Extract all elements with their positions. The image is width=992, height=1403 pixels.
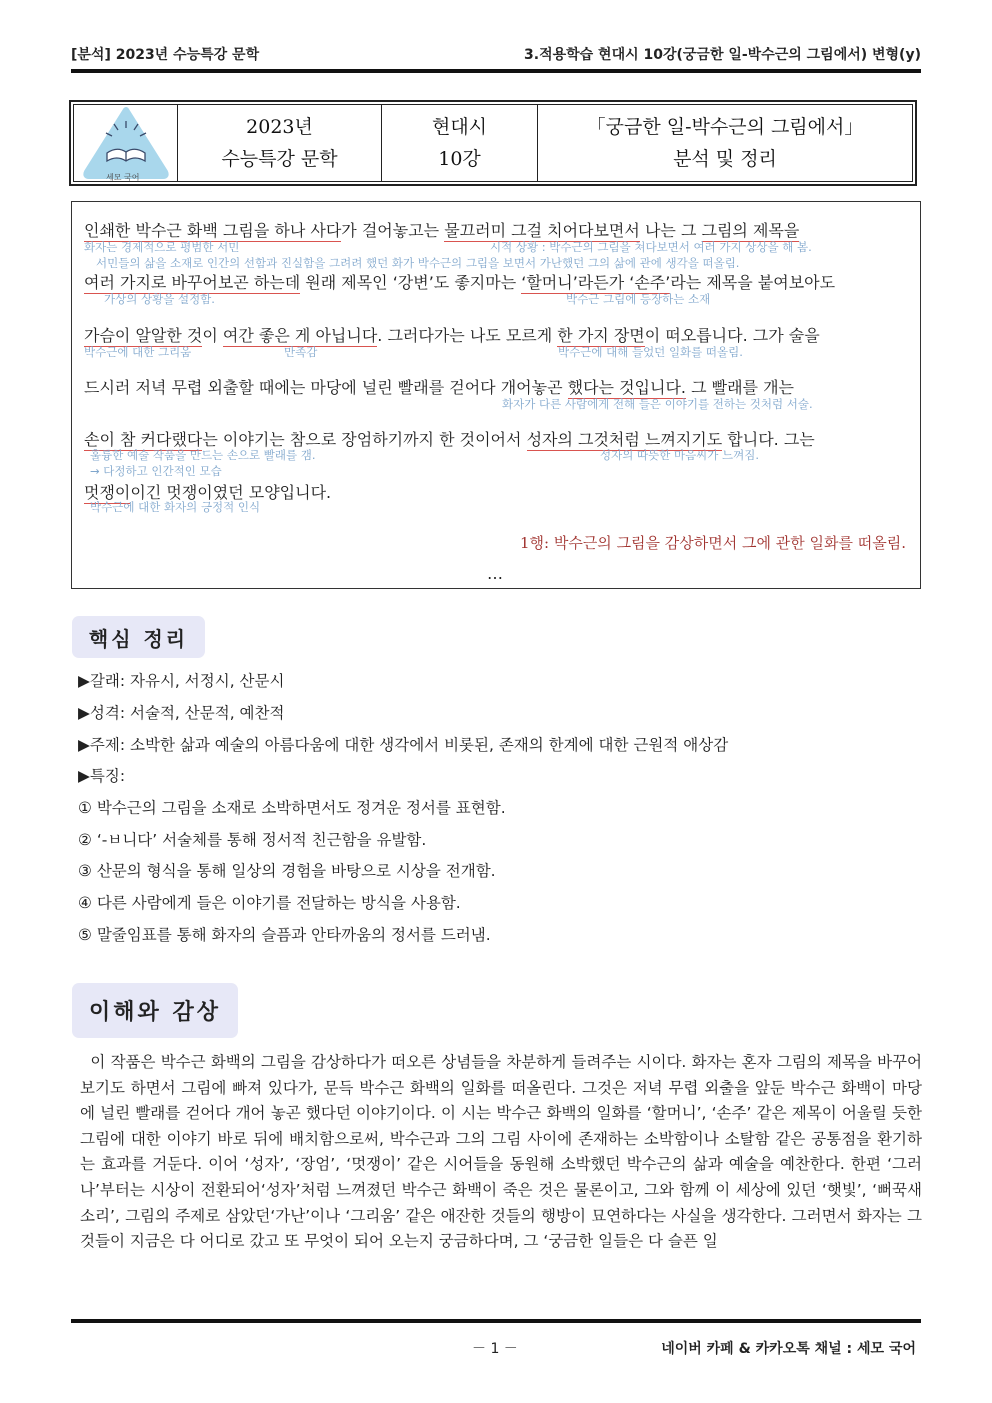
footer-channel: 네이버 카페 & 카카오톡 채널 : 세모 국어 [661,1341,916,1357]
poem-ellipsis: … [487,564,503,583]
core-section-title: 핵심 정리 [72,616,205,658]
logo-cell [74,105,178,181]
appreciation-text: 이 작품은 박수근 화백의 그림을 감상하다가 떠오른 상념들을 차분하게 들려주는 시이다. 화자는 혼자 그림의 제목을 바꾸어 보기도 하면서 그림에 빠져 있다가, 문득 박수근 화백의 일화를 떠올린다. 그것은 저녁 무렵 외출을 앞둔 박수근 화백이 마당에 널린 빨래를 걷어다 개어 놓곤 했다던 이야기이다. 이 시는 박수근 화백의 일화를 ‘할머니’, ‘손주’ 같은 제목이 어울릴 듯한 그림에 대한 이야기 바로 뒤에 배치함으로써, 박수근과 그의 그림 사이에 존재하는 소박함이나 소탈함 같은 공통점을 환기하는 효과를 거둔다. 이어 ‘성자’, ‘장엄’, ‘멋쟁이’ 같은 시어들을 동원해 소박했던 박수근의 삶과 예술을 예찬한다. 한편 ‘그러나’부터는 시상이 전환되어‘성자’처럼 느껴졌던 박수근 화백이 죽은 것은 물론이고, 그와 함께 이 세상에 있던 ‘햇빛’, ‘뻐꾹새 소리’, 그림의 주제로 삼았던‘가난’이나 ‘그리움’ 같은 애잔한 것들의 행방이 묘연하다는 사실을 생각한다. 그러면서 화자는 그것들이 지금은 다 어디로 갔고 또 무엇이 되어 오는지 궁금하다며, 그 ‘궁금한 일들은 다 슬픈 일 [80,1053,927,1251]
core-features-label: ▶특징: [78,767,126,785]
core-feature-item: ③ 산문의 형식을 통해 일상의 경험을 바탕으로 시상을 전개함. [78,862,496,880]
annotation: 훌륭한 예술 작품을 만드는 손으로 빨래를 갬. [90,448,316,462]
annotation: 시적 상황 : 박수근의 그림을 쳐다보면서 여러 가지 상상을 해 봄. [490,240,812,254]
annotation: → 다정하고 인간적인 모습 [90,464,222,478]
poem-line-5: 손이 참 커다랬다는 이야기는 참으로 장엄하기까지 한 것이어서 성자의 그것처럼 느껴지기도 합니다. 그는 [84,430,815,449]
core-feature-item: ② ‘-ㅂ니다’ 서술체를 통해 정서적 친근함을 유발함. [78,831,427,849]
page-number: － 1 － [472,1341,518,1357]
annotation: 가상의 상황을 설정함. [104,292,215,306]
appreciation-section-title: 이해와 감상 [72,983,238,1038]
poem-line-3: 가슴이 알알한 것이 여간 좋은 게 아닙니다. 그러다가는 나도 모르게 한 가지 장면이 떠오릅니다. 그가 술을 [84,326,820,345]
footer-rule [71,1319,921,1323]
title-cell-work: 「궁금한 일-박수근의 그림에서」 분석 및 정리 [586,116,864,170]
poem-line-6: 멋쟁이이긴 멋쟁이였던 모양입니다. [84,483,332,502]
annotation: 성자의 따뜻한 마음씨가 느껴짐. [600,448,760,462]
annotation: 화자는 경제적으로 평범한 서민 [84,240,240,254]
poem-summary: 1행: 박수근의 그림을 감상하면서 그에 관한 일화를 떠올림. [519,534,906,552]
title-table [69,100,917,186]
annotation: 서민들의 삶을 소재로 인간의 선함과 진실함을 그려려 했던 화가 박수근의 그림을 보면서 가난했던 그의 삶에 관에 생각을 떠올림. [96,256,740,270]
poem-line-2: 여러 가지로 바꾸어보곤 하는데 원래 제목인 ‘강변’도 좋지마는 ‘할머니’라든가 ‘손주’라는 제목을 붙여보아도 [84,273,836,292]
poem-line-4: 드시러 저녁 무렵 외출할 때에는 마당에 널린 빨래를 걷어다 개어놓곤 했다는 것입니다. 그 빨래를 개는 [84,378,795,397]
annotation: 박수근에 대한 화자의 긍정적 인식 [90,500,261,514]
header-rule [71,69,921,73]
core-theme: ▶주제: 소박한 삶과 예술의 아름다움에 대한 생각에서 비롯된, 존재의 한계에 대한 근원적 애상감 [78,736,729,754]
title-cell-unit: 현대시 10강 [382,105,538,181]
core-genre: ▶갈래: 자유시, 서정시, 산문시 [78,672,285,690]
book-logo-icon [83,106,169,180]
annotation: 박수근에 대한 그리움 [84,345,192,359]
title-cell-year: 2023년 수능특강 문학 [178,105,382,181]
poem-line-1: 인쇄한 박수근 화백 그림을 하나 사다가 걸어놓고는 물끄러미 그걸 치어다보면서 나는 그 그림의 제목을 [84,221,800,240]
core-feature-item: ④ 다른 사람에게 들은 이야기를 전달하는 방식을 사용함. [78,894,461,912]
core-feature-item: ⑤ 말줄임표를 통해 화자의 슬픔과 안타까움의 정서를 드러냄. [78,926,491,944]
annotation: 화자가 다른 사람에게 전해 들은 이야기를 전하는 것처럼 서술. [502,397,813,411]
core-character: ▶성격: 서술적, 산문적, 예찬적 [78,704,285,722]
annotation: 박수근 그림에 등장하는 소재 [566,292,711,306]
header-right: 3.적용학습 현대시 10강(궁금한 일-박수근의 그림에서) 변형(y) [524,47,921,63]
annotation: 박수근에 대해 들었던 일화를 떠올림. [558,345,743,359]
logo-text: 세모 국어 [106,173,140,182]
core-feature-item: ① 박수근의 그림을 소재로 소박하면서도 정겨운 정서를 표현함. [78,799,506,817]
header-left: [분석] 2023년 수능특강 문학 [71,47,260,63]
annotation: 만족감 [284,345,318,359]
